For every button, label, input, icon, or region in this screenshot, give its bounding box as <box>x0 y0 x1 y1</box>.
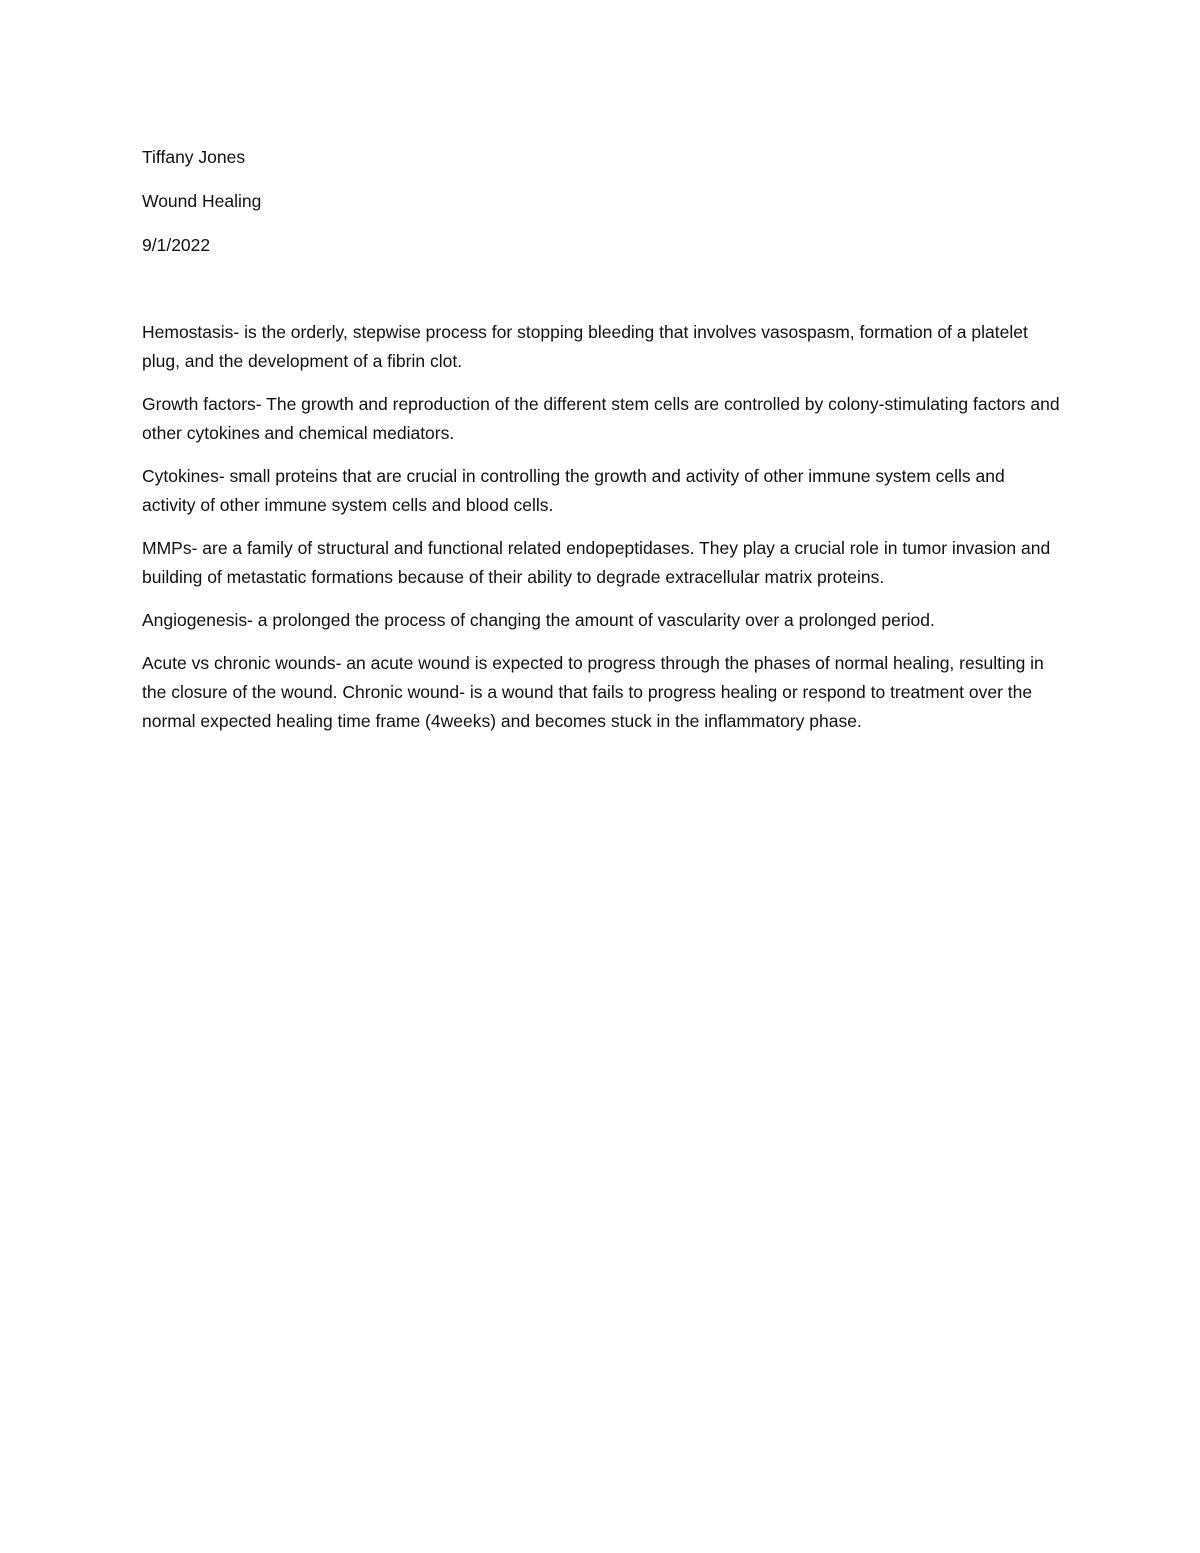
paragraph-growth-factors: Growth factors- The growth and reproduction of the different stem cells are controlled by colony-stimulating factors and other cytokines and chemical mediators. <box>142 394 1060 443</box>
paragraph-acute-vs-chronic: Acute vs chronic wounds- an acute wound is expected to progress through the phases of normal healing, resulting in the closure of the wound. Chronic wound- is a wound that fails to progress healing or respond to treatment over the normal expected healing time frame (4weeks) and becomes stuck in the inflammatory phase. <box>142 653 1044 731</box>
paragraph-hemostasis: Hemostasis- is the orderly, stepwise process for stopping bleeding that involves vasospasm, formation of a platelet plug, and the development of a fibrin clot. <box>142 322 1028 371</box>
document-body <box>142 143 1062 750</box>
document-date: 9/1/2022 <box>142 235 211 255</box>
paragraph-mmps: MMPs- are a family of structural and functional related endopeptidases. They play a crucial role in tumor invasion and building of metastatic formations because of their ability to degrade extracellular matrix proteins. <box>142 538 1051 587</box>
document-title: Wound Healing <box>142 191 262 211</box>
paragraph-cytokines: Cytokines- small proteins that are crucial in controlling the growth and activity of other immune system cells and activity of other immune system cells and blood cells. <box>142 466 1005 515</box>
author-name: Tiffany Jones <box>142 147 246 167</box>
paragraph-angiogenesis: Angiogenesis- a prolonged the process of changing the amount of vascularity over a prolonged period. <box>142 610 935 630</box>
